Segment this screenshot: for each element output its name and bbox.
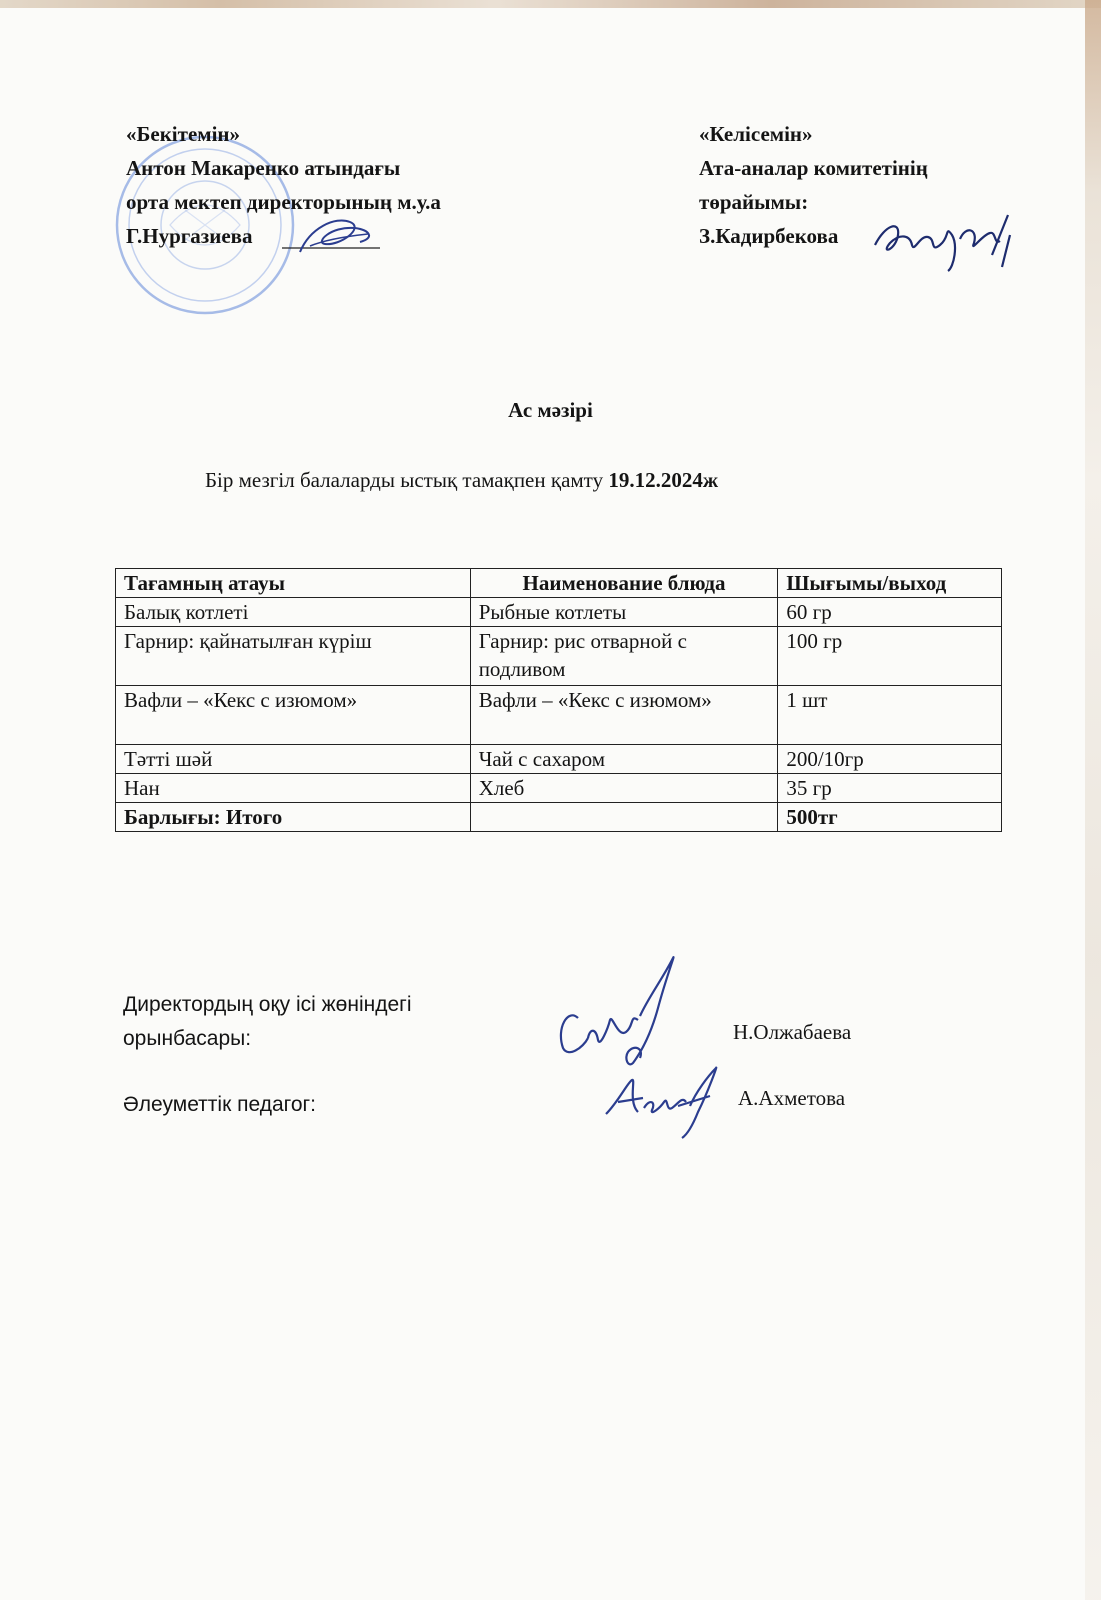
cell-russian-name: Гарнир: рис отварной с подливом — [470, 627, 778, 686]
committee-signature — [870, 205, 1020, 275]
deputy-label-line-1: Директордың оқу ісі жөніндегі — [123, 993, 412, 1016]
cell-russian-name: Рыбные котлеты — [470, 598, 778, 627]
social-pedagogue-signature — [598, 1062, 728, 1142]
menu-table — [115, 568, 1002, 832]
director-signature — [280, 208, 390, 260]
cell-kazakh-name: Тәтті шәй — [116, 745, 471, 774]
agree-heading: «Келісемін» — [699, 122, 813, 146]
total-empty-cell — [470, 803, 778, 832]
cell-kazakh-name: Балық котлеті — [116, 598, 471, 627]
agree-line-2: төрайымы: — [699, 190, 809, 214]
cell-output: 1 шт — [778, 686, 1002, 745]
table-row — [116, 686, 1002, 745]
subtitle-date: 19.12.2024ж — [608, 468, 719, 492]
cell-kazakh-name: Вафли – «Кекс с изюмом» — [116, 686, 471, 745]
deputy-label — [123, 988, 411, 1056]
cell-russian-name: Хлеб — [470, 774, 778, 803]
deputy-label-line-2: орынбасары: — [123, 1027, 252, 1050]
menu-title: Ас мәзірі — [508, 398, 593, 422]
table-total-row — [116, 803, 1002, 832]
approve-name: Г.Нургазиева — [126, 224, 253, 248]
total-value: 500тг — [778, 803, 1002, 832]
social-name: А.Ахметова — [738, 1086, 846, 1110]
paper-edge-right — [1085, 0, 1101, 1600]
table-row — [116, 745, 1002, 774]
cell-output: 100 гр — [778, 627, 1002, 686]
table-row — [116, 598, 1002, 627]
menu-subtitle — [205, 468, 905, 493]
cell-kazakh-name: Гарнир: қайнатылған күріш — [116, 627, 471, 686]
agree-name: З.Кадирбекова — [699, 224, 839, 248]
table-row — [116, 774, 1002, 803]
table-header-row — [116, 569, 1002, 598]
cell-output: 60 гр — [778, 598, 1002, 627]
cell-russian-name: Вафли – «Кекс с изюмом» — [470, 686, 778, 745]
paper-edge-top — [0, 0, 1101, 8]
deputy-signature — [548, 948, 698, 1073]
cell-output: 35 гр — [778, 774, 1002, 803]
cell-output: 200/10гр — [778, 745, 1002, 774]
social-label: Әлеуметтік педагог: — [123, 1093, 316, 1116]
approve-line-1: Антон Макаренко атындағы — [126, 156, 401, 180]
header-kazakh-name: Тағамның атауы — [116, 569, 471, 598]
cell-kazakh-name: Нан — [116, 774, 471, 803]
cell-russian-name: Чай с сахаром — [470, 745, 778, 774]
header-output: Шығымы/выход — [778, 569, 1002, 598]
header-russian-name: Наименование блюда — [470, 569, 778, 598]
total-label: Барлығы: Итого — [116, 803, 471, 832]
approve-heading: «Бекітемін» — [126, 122, 241, 146]
subtitle-text: Бір мезгіл балаларды ыстық тамақпен қамту — [205, 468, 604, 492]
table-row — [116, 627, 1002, 686]
approve-line-2: орта мектеп директорының м.у.а — [126, 190, 441, 214]
deputy-name: Н.Олжабаева — [733, 1020, 852, 1044]
agree-line-1: Ата-аналар комитетінің — [699, 156, 928, 180]
